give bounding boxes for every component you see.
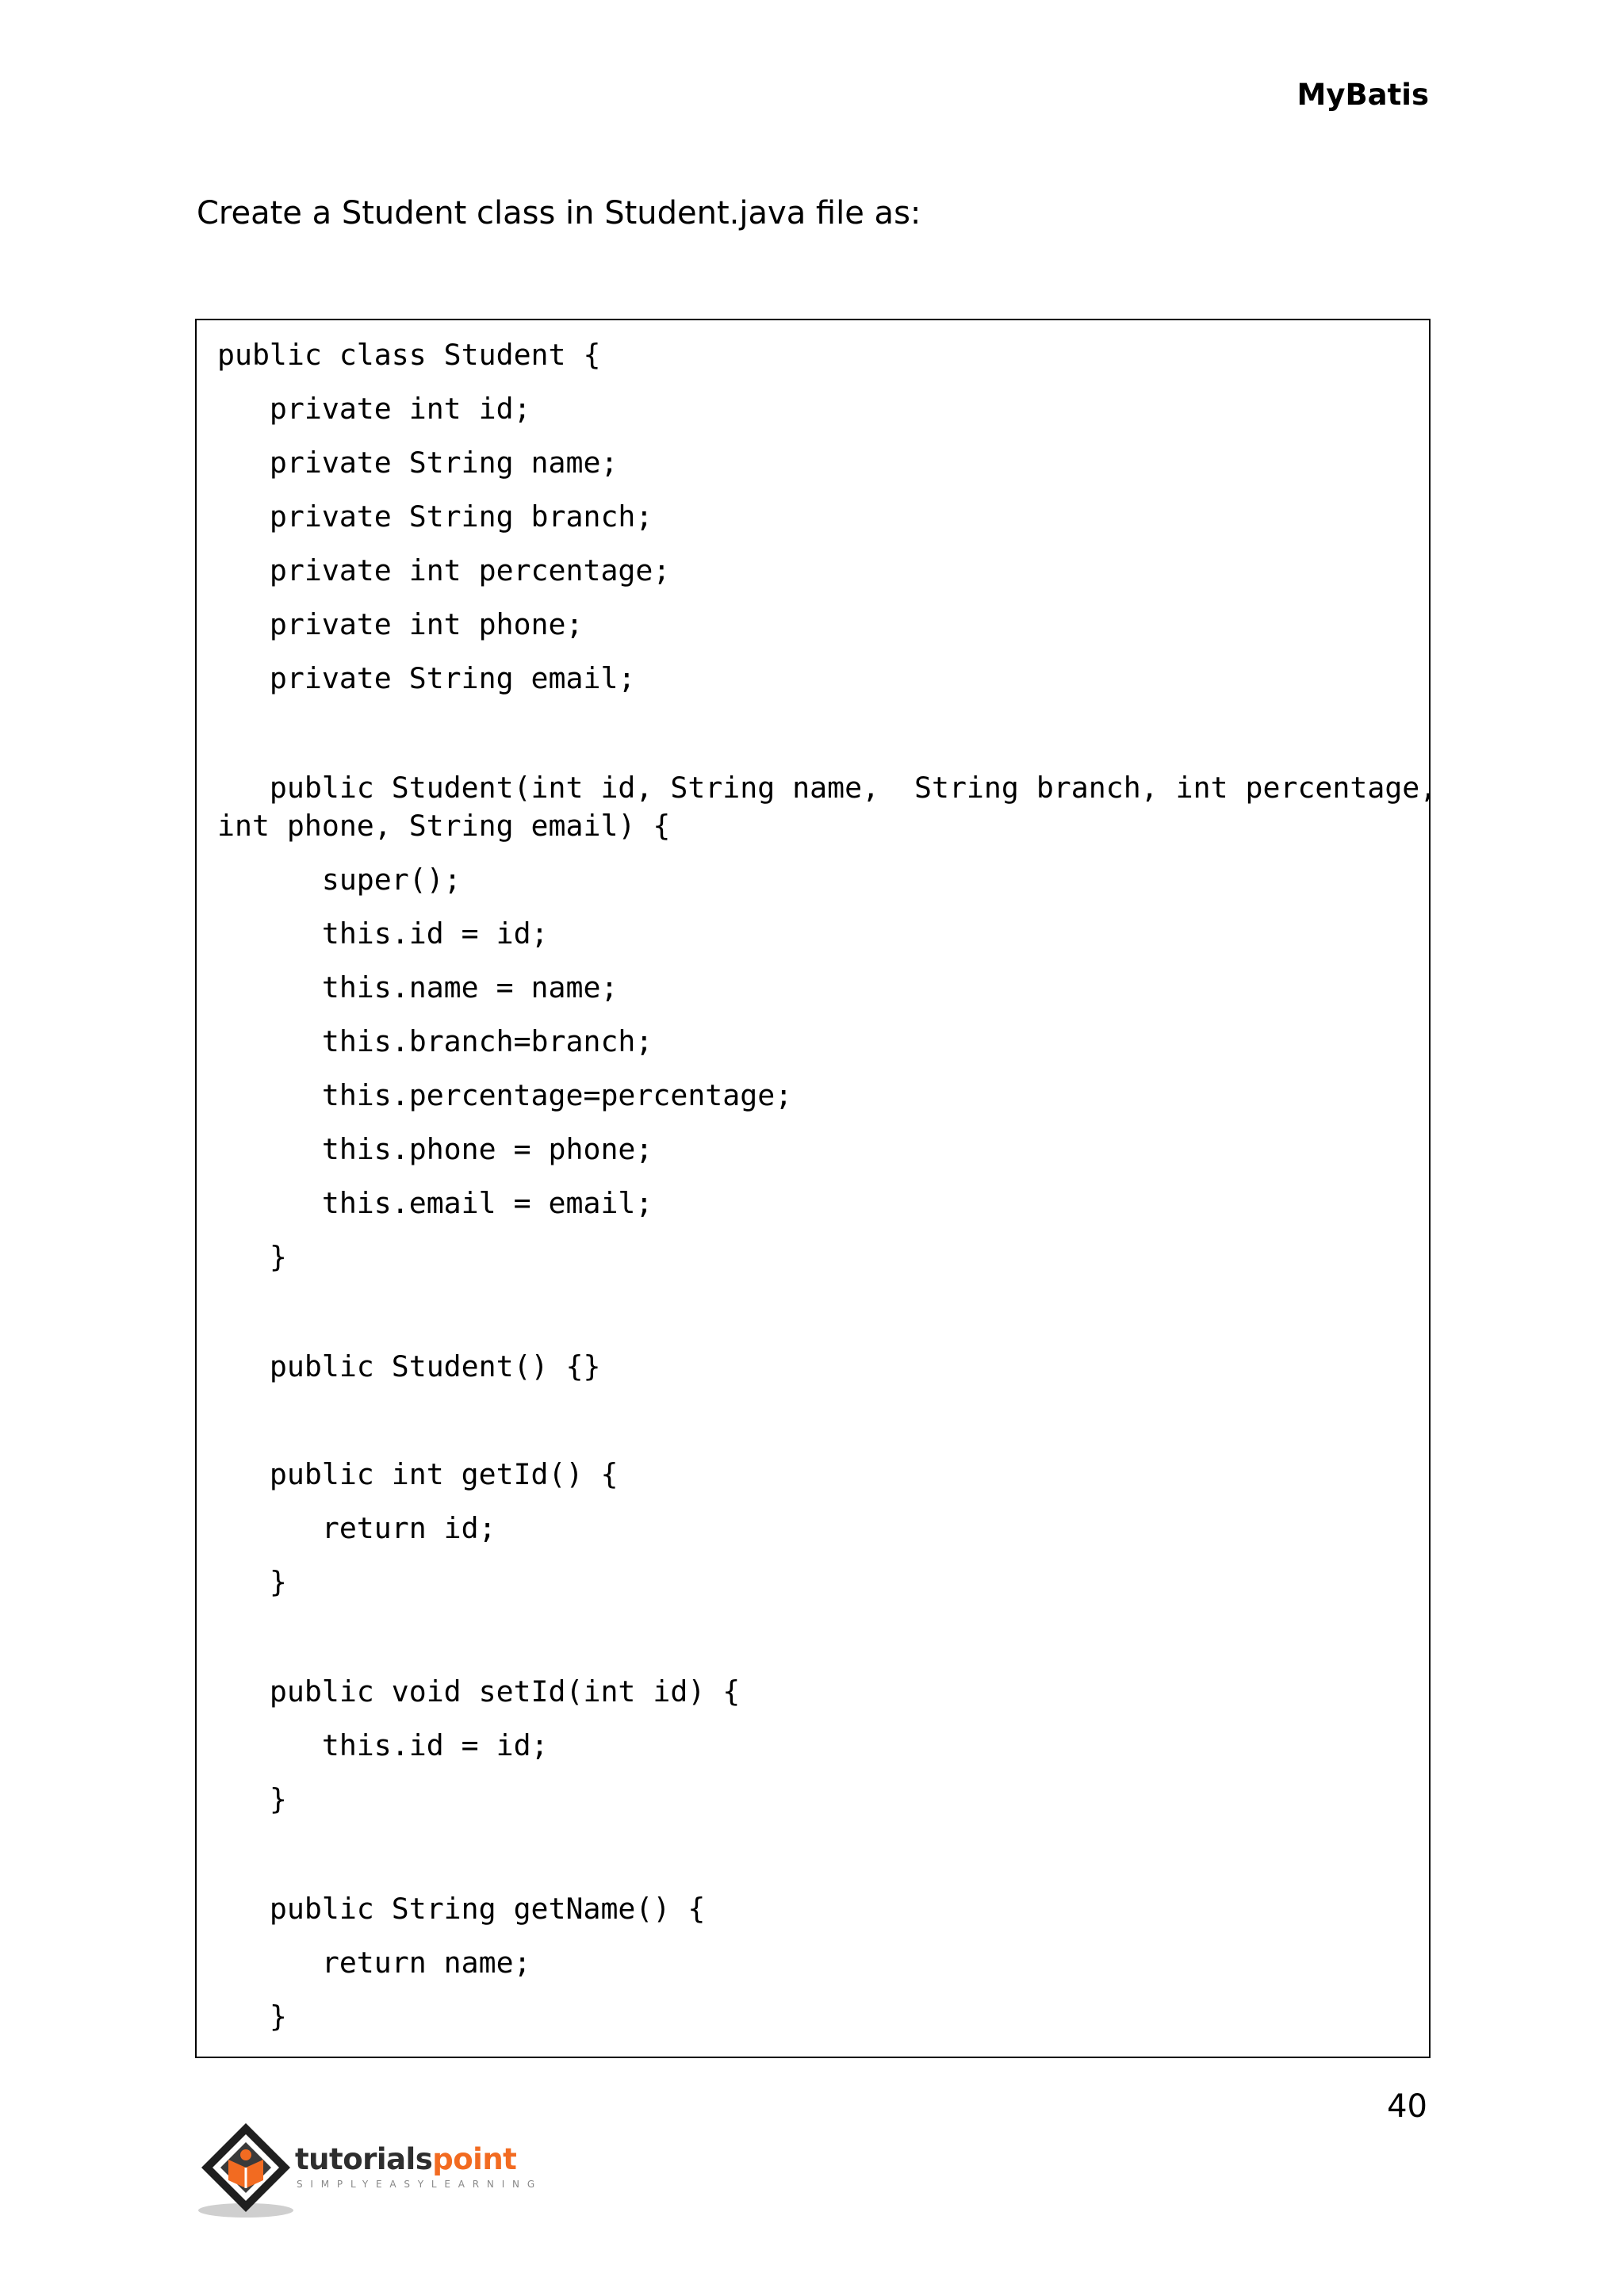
logo-emblem-icon [193, 2118, 297, 2221]
logo-word-tutorials: tutorials [295, 2142, 433, 2176]
code-line: private int percentage; [217, 553, 671, 587]
code-line: } [217, 1565, 287, 1599]
page-number: 40 [1387, 2088, 1427, 2125]
code-line: } [217, 1240, 287, 1274]
code-line: public int getId() { [217, 1457, 619, 1491]
code-line: public String getName() { [217, 1892, 706, 1926]
code-line: public Student(int id, String name, String branch, int percentage, [217, 771, 1438, 805]
logo-wordmark [295, 2142, 516, 2176]
code-line: private String name; [217, 446, 619, 480]
code-line: this.phone = phone; [217, 1132, 653, 1166]
code-line: this.email = email; [217, 1186, 653, 1220]
code-line: this.id = id; [217, 1728, 549, 1762]
logo-word-point: point [432, 2142, 517, 2176]
code-line: public void setId(int id) { [217, 1674, 741, 1709]
code-line: return name; [217, 1946, 531, 1980]
code-line: this.name = name; [217, 970, 619, 1004]
code-line: public Student() {} [217, 1349, 601, 1383]
code-line: this.percentage=percentage; [217, 1078, 793, 1112]
tutorialspoint-logo [193, 2118, 542, 2221]
code-block [195, 319, 1438, 2058]
code-line: return id; [217, 1511, 496, 1545]
code-line: private int id; [217, 392, 531, 426]
code-line: } [217, 1999, 287, 2034]
code-line: this.branch=branch; [217, 1024, 653, 1058]
logo-tagline: SIMPLYEASYLEARNING [297, 2179, 542, 2190]
code-line: private String branch; [217, 499, 653, 534]
code-line: int phone, String email) { [217, 809, 671, 843]
code-line: private String email; [217, 661, 636, 695]
code-line: } [217, 1782, 287, 1816]
code-line: super(); [217, 863, 462, 897]
code-line: this.id = id; [217, 916, 549, 951]
intro-paragraph: Create a Student class in Student.java file as: [197, 195, 921, 232]
code-line: private int phone; [217, 607, 584, 641]
running-header-title: MyBatis [1297, 78, 1429, 112]
code-line: public class Student { [217, 338, 601, 372]
